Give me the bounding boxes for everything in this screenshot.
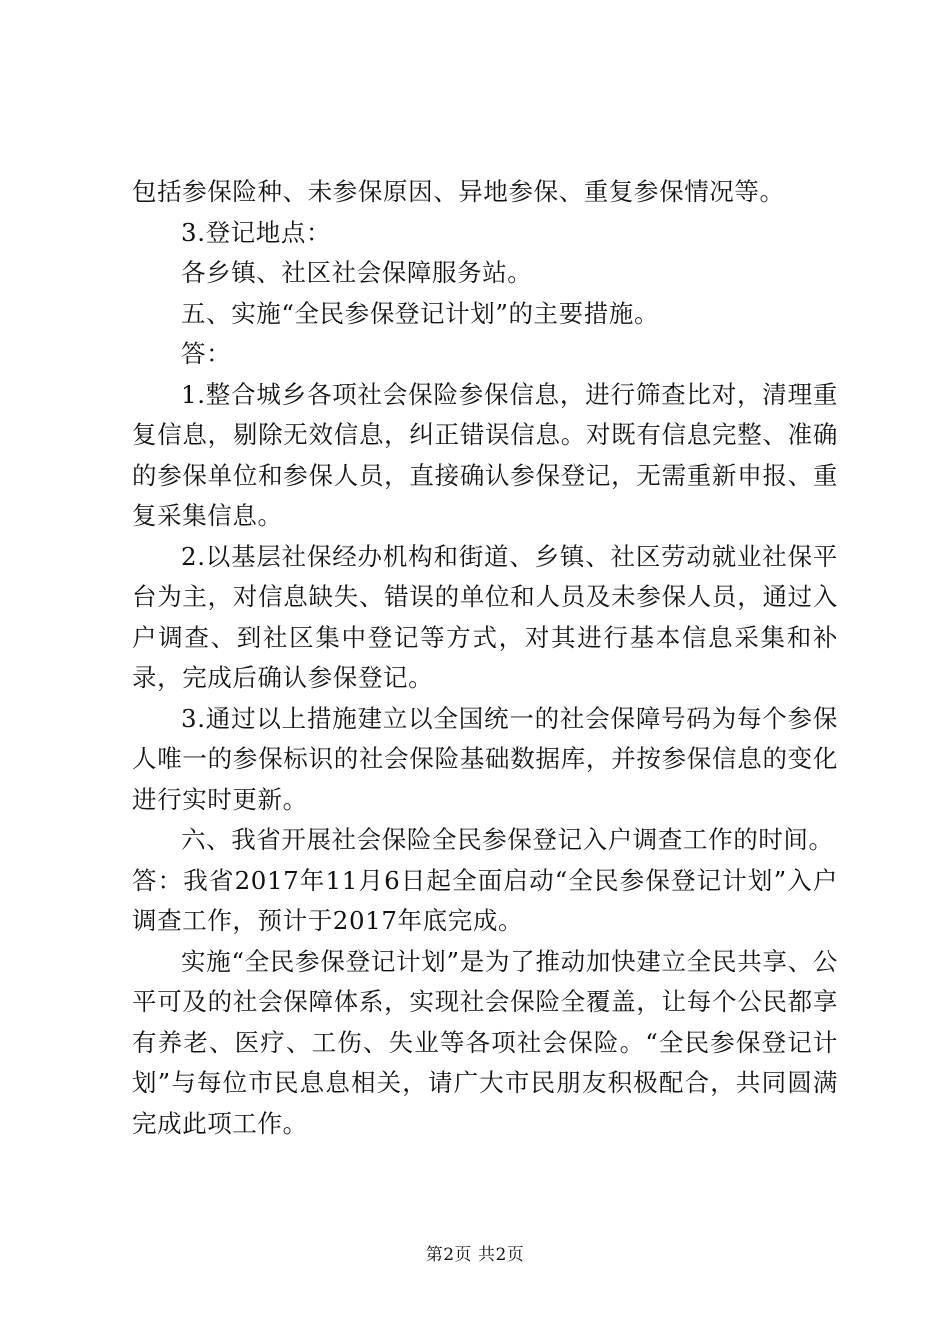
page-footer: 第2页 共2页	[425, 1245, 525, 1265]
section-heading-five: 五、实施“全民参保登记计划”的主要措施。	[181, 298, 660, 328]
paragraph-measure-1: 1.整合城乡各项社会保险参保信息，进行筛查比对，清理重复信息，剔除无效信息，纠正错误信息。对既有信息完整、准确的参保单位和参保人员，直接确认参保登记，无需重新申报、重复采集信息。	[132, 379, 838, 530]
document-body	[132, 172, 838, 1144]
paragraph-registration-location: 各乡镇、社区社会保障服务站。	[181, 258, 533, 287]
paragraph-measure-2: 2.以基层社保经办机构和街道、乡镇、社区劳动就业社保平台为主，对信息缺失、错误的单位和人员及未参保人员，通过入户调查、到社区集中登记等方式，对其进行基本信息采集和补录，完成后确认参保登记。	[132, 541, 838, 692]
paragraph-answer-schedule: 答：我省2017年11月6日起全面启动“全民参保登记计划”入户调查工作，预计于2017年底完成。	[132, 865, 838, 935]
paragraph-conclusion: 实施“全民参保登记计划”是为了推动加快建立全民共享、公平可及的社会保障体系，实现社会保险全覆盖，让每个公民都享有养老、医疗、工伤、失业等各项社会保险。“全民参保登记计划”与每位市民息息相关，请广大市民朋友积极配合，共同圆满完成此项工作。	[132, 946, 838, 1138]
paragraph-registration-location-heading: 3.登记地点：	[181, 217, 332, 247]
answer-label: 答：	[181, 339, 232, 368]
section-heading-six: 六、我省开展社会保险全民参保登记入户调查工作的时间。	[181, 825, 834, 854]
paragraph-insurance-info: 包括参保险种、未参保原因、异地参保、重复参保情况等。	[132, 177, 785, 206]
paragraph-measure-3: 3.通过以上措施建立以全国统一的社会保障号码为每个参保人唯一的参保标识的社会保险基础数据库，并按参保信息的变化进行实时更新。	[132, 703, 838, 814]
